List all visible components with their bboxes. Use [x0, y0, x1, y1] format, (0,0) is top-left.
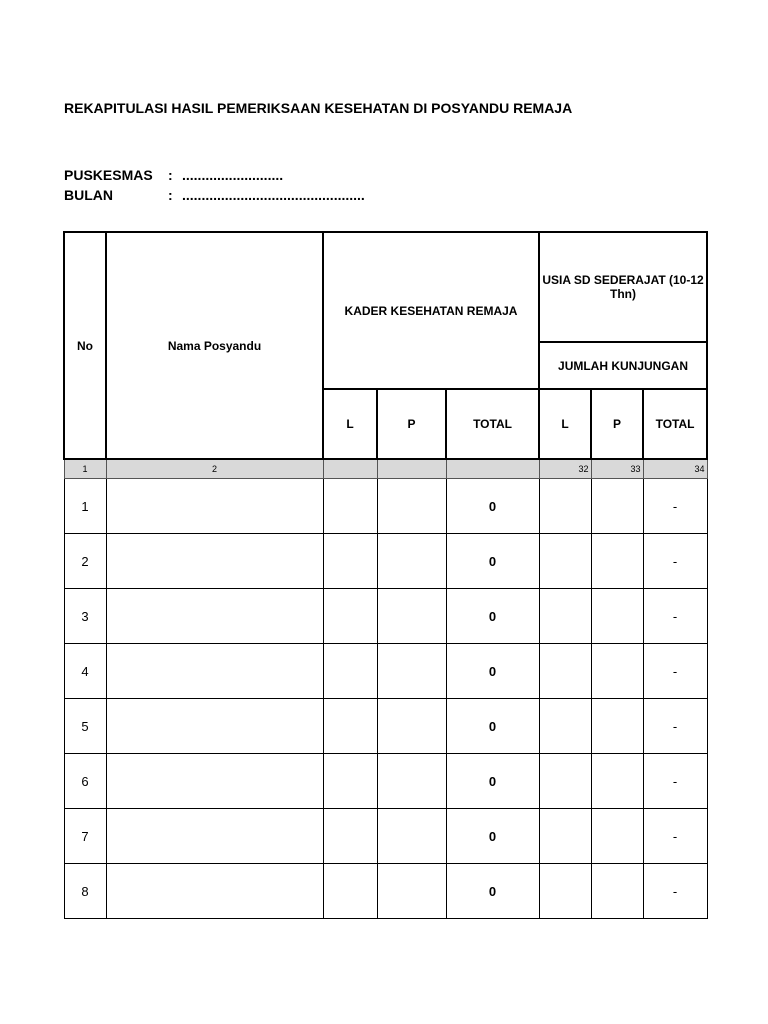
colnum-3: [323, 459, 377, 479]
row-kader-total: 0: [446, 479, 539, 534]
row-usia-p[interactable]: [591, 479, 643, 534]
row-usia-p[interactable]: [591, 864, 643, 919]
row-usia-total: -: [643, 864, 707, 919]
row-usia-p[interactable]: [591, 534, 643, 589]
row-usia-p[interactable]: [591, 809, 643, 864]
row-usia-l[interactable]: [539, 479, 591, 534]
colnum-2: 2: [106, 459, 323, 479]
row-no: 8: [64, 864, 106, 919]
bulan-value: ...............................................: [182, 187, 365, 203]
row-kader-l[interactable]: [323, 699, 377, 754]
row-nama-posyandu[interactable]: [106, 754, 323, 809]
row-nama-posyandu[interactable]: [106, 864, 323, 919]
row-no: 2: [64, 534, 106, 589]
table-row: [64, 699, 707, 754]
data-rows: [64, 479, 707, 919]
row-no: 1: [64, 479, 106, 534]
header-usia-l: L: [539, 389, 591, 459]
row-usia-total: -: [643, 589, 707, 644]
header-usia: USIA SD SEDERAJAT (10-12 Thn): [539, 232, 707, 342]
header-kader-l: L: [323, 389, 377, 459]
puskesmas-value: ..........................: [182, 167, 284, 183]
row-usia-p[interactable]: [591, 644, 643, 699]
row-no: 3: [64, 589, 106, 644]
row-nama-posyandu[interactable]: [106, 644, 323, 699]
header-kader-total: TOTAL: [446, 389, 539, 459]
row-usia-l[interactable]: [539, 699, 591, 754]
row-kader-p[interactable]: [377, 809, 446, 864]
row-kader-p[interactable]: [377, 754, 446, 809]
row-kader-p[interactable]: [377, 589, 446, 644]
puskesmas-colon: :: [168, 167, 173, 183]
row-nama-posyandu[interactable]: [106, 479, 323, 534]
row-usia-l[interactable]: [539, 754, 591, 809]
colnum-8: 34: [643, 459, 707, 479]
row-usia-l[interactable]: [539, 864, 591, 919]
bulan-colon: :: [168, 187, 173, 203]
row-kader-p[interactable]: [377, 534, 446, 589]
row-nama-posyandu[interactable]: [106, 699, 323, 754]
row-no: 4: [64, 644, 106, 699]
bulan-label: BULAN: [64, 187, 113, 203]
row-kader-total: 0: [446, 809, 539, 864]
recap-table: [63, 231, 708, 919]
colnum-1: 1: [64, 459, 106, 479]
colnum-7: 33: [591, 459, 643, 479]
row-no: 6: [64, 754, 106, 809]
colnum-5: [446, 459, 539, 479]
header-kader-p: P: [377, 389, 446, 459]
row-usia-p[interactable]: [591, 754, 643, 809]
row-usia-l[interactable]: [539, 809, 591, 864]
table-row: [64, 589, 707, 644]
row-kader-l[interactable]: [323, 864, 377, 919]
row-usia-total: -: [643, 479, 707, 534]
row-kader-total: 0: [446, 864, 539, 919]
row-kader-p[interactable]: [377, 699, 446, 754]
table-row: [64, 864, 707, 919]
row-kader-l[interactable]: [323, 479, 377, 534]
row-kader-l[interactable]: [323, 534, 377, 589]
page-title: REKAPITULASI HASIL PEMERIKSAAN KESEHATAN DI POSYANDU REMAJA: [64, 100, 573, 116]
row-usia-p[interactable]: [591, 699, 643, 754]
table-row: [64, 754, 707, 809]
row-no: 5: [64, 699, 106, 754]
row-kader-l[interactable]: [323, 809, 377, 864]
row-usia-total: -: [643, 534, 707, 589]
row-kader-total: 0: [446, 699, 539, 754]
table-row: [64, 479, 707, 534]
row-no: 7: [64, 809, 106, 864]
row-kader-l[interactable]: [323, 754, 377, 809]
colnum-4: [377, 459, 446, 479]
row-kader-p[interactable]: [377, 644, 446, 699]
row-nama-posyandu[interactable]: [106, 534, 323, 589]
row-kader-p[interactable]: [377, 864, 446, 919]
row-usia-total: -: [643, 809, 707, 864]
header-usia-total: TOTAL: [643, 389, 707, 459]
table-row: [64, 644, 707, 699]
header-kader: KADER KESEHATAN REMAJA: [323, 232, 539, 389]
row-kader-total: 0: [446, 644, 539, 699]
row-kader-total: 0: [446, 754, 539, 809]
table-row: [64, 534, 707, 589]
row-nama-posyandu[interactable]: [106, 589, 323, 644]
header-usia-p: P: [591, 389, 643, 459]
table-row: [64, 809, 707, 864]
row-usia-total: -: [643, 644, 707, 699]
row-kader-l[interactable]: [323, 589, 377, 644]
colnum-6: 32: [539, 459, 591, 479]
row-kader-p[interactable]: [377, 479, 446, 534]
header-nama-posyandu: Nama Posyandu: [106, 232, 323, 459]
column-number-row: [64, 459, 707, 479]
row-usia-total: -: [643, 699, 707, 754]
row-usia-total: -: [643, 754, 707, 809]
header-jumlah-kunjungan: JUMLAH KUNJUNGAN: [539, 342, 707, 389]
row-kader-total: 0: [446, 534, 539, 589]
row-usia-l[interactable]: [539, 534, 591, 589]
puskesmas-label: PUSKESMAS: [64, 167, 153, 183]
header-no: No: [64, 232, 106, 459]
row-nama-posyandu[interactable]: [106, 809, 323, 864]
bulan-line: [64, 187, 365, 203]
row-usia-p[interactable]: [591, 589, 643, 644]
row-usia-l[interactable]: [539, 589, 591, 644]
row-usia-l[interactable]: [539, 644, 591, 699]
row-kader-total: 0: [446, 589, 539, 644]
puskesmas-line: [64, 167, 283, 183]
row-kader-l[interactable]: [323, 644, 377, 699]
